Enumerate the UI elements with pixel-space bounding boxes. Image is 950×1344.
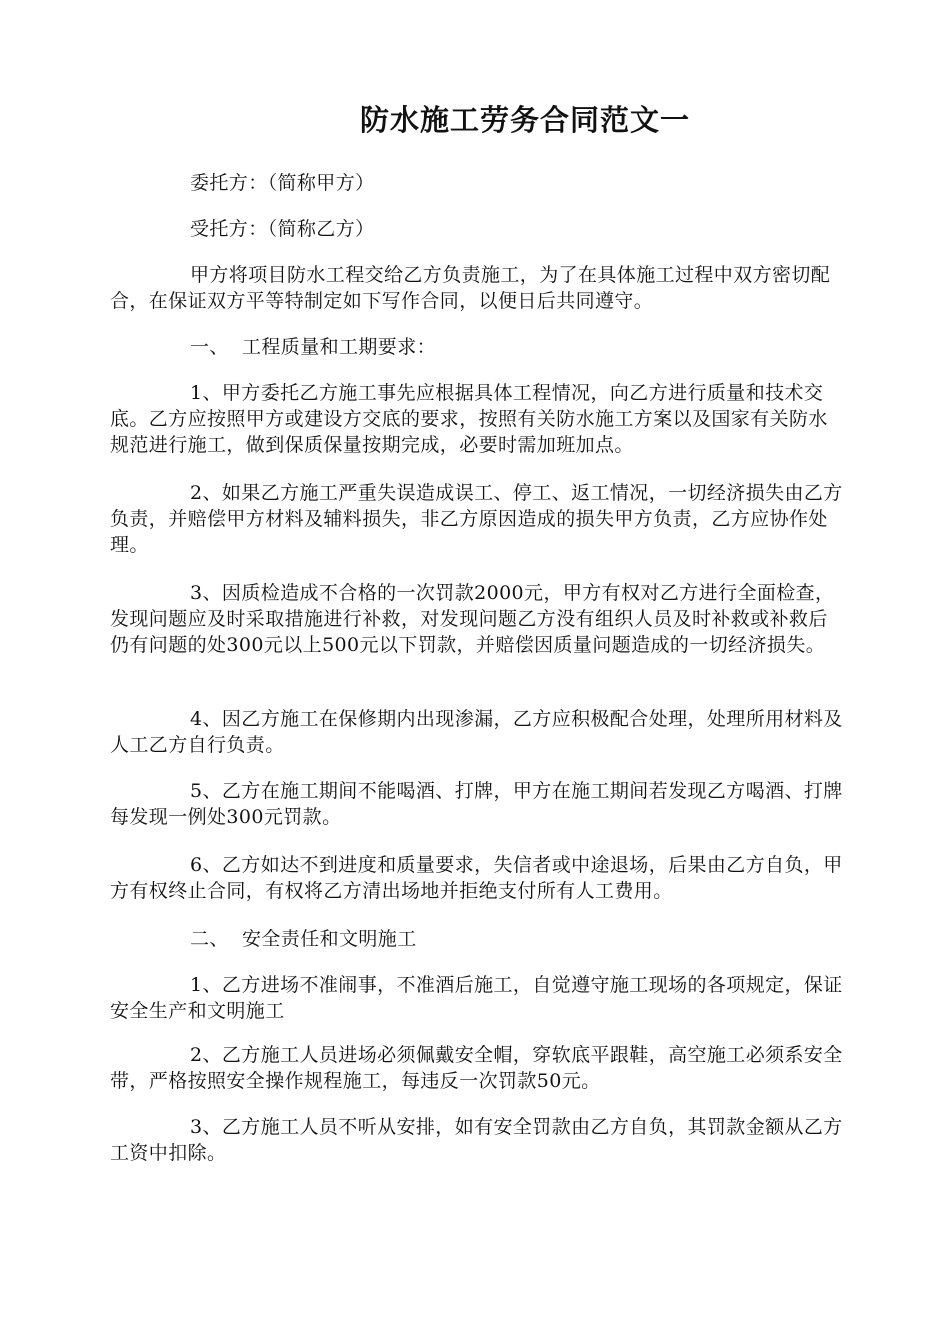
clause-paragraph: 6、乙方如达不到进度和质量要求，失信者或中途退场，后果由乙方自负，甲方有权终止合同，有权将乙方清出场地并拒绝支付所有人工费用。	[110, 854, 843, 902]
clause-paragraph: 3、乙方施工人员不听从安排，如有安全罚款由乙方自负，其罚款金额从乙方工资中扣除。	[110, 1116, 843, 1164]
clause-paragraph: 4、因乙方施工在保修期内出现渗漏，乙方应积极配合处理，处理所用材料及人工乙方自行负责。	[110, 708, 843, 756]
party-a-line: 委托方：（简称甲方）	[190, 172, 375, 194]
section-title: 工程质量和工期要求：	[242, 336, 437, 358]
clause-paragraph: 2、如果乙方施工严重失误造成误工、停工、返工情况，一切经济损失由乙方负责，并赔偿甲方材料及辅料损失，非乙方原因造成的损失甲方负责，乙方应协作处理。	[110, 482, 843, 556]
party-b-line: 受托方：（简称乙方）	[190, 218, 375, 240]
section-heading-2	[190, 926, 417, 952]
section-heading-1	[190, 334, 436, 360]
clause-paragraph: 5、乙方在施工期间不能喝酒、打牌，甲方在施工期间若发现乙方喝酒、打牌每发现一例处300元罚款。	[110, 780, 843, 828]
clause-paragraph: 2、乙方施工人员进场必须佩戴安全帽，穿软底平跟鞋，高空施工必须系安全带，严格按照安全操作规程施工，每违反一次罚款50元。	[110, 1044, 843, 1092]
clause-paragraph: 1、乙方进场不准闹事，不准酒后施工，自觉遵守施工现场的各项规定，保证安全生产和文明施工	[110, 974, 843, 1022]
section-title: 安全责任和文明施工	[242, 928, 417, 950]
clause-paragraph: 3、因质检造成不合格的一次罚款2000元，甲方有权对乙方进行全面检查，发现问题应及时采取措施进行补救，对发现问题乙方没有组织人员及时补救或补救后仍有问题的处300元以上500元以下罚款，并赔偿因质量问题造成的一切经济损失。	[110, 582, 835, 656]
section-number: 二、	[190, 928, 229, 950]
intro-paragraph: 甲方将项目防水工程交给乙方负责施工，为了在具体施工过程中双方密切配合，在保证双方平等特制定如下写作合同，以便日后共同遵守。	[110, 264, 831, 312]
clause-paragraph: 1、甲方委托乙方施工事先应根据具体工程情况，向乙方进行质量和技术交底。乙方应按照甲方或建设方交底的要求，按照有关防水施工方案以及国家有关防水规范进行施工，做到保质保量按期完成，必要时需加班加点。	[110, 382, 828, 456]
document-title: 防水施工劳务合同范文一	[359, 103, 690, 137]
section-number: 一、	[190, 336, 229, 358]
